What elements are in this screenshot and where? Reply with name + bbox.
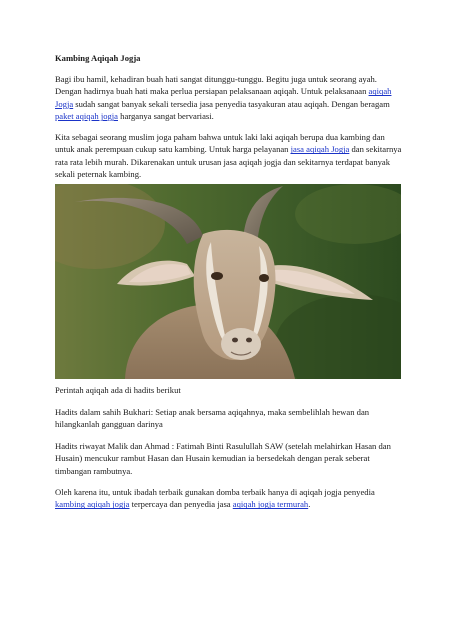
- document-title: Kambing Aqiqah Jogja: [55, 53, 141, 63]
- text-span: harganya sangat bervariasi.: [118, 111, 214, 122]
- paragraph-muslim: [55, 131, 405, 181]
- link-aqiqah-jogja-termurah[interactable]: aqiqah jogja termurah: [232, 499, 309, 510]
- link-jasa-aqiqah-jogja[interactable]: jasa aqiqah Jogja: [290, 144, 350, 155]
- text-span: Bagi ibu hamil, kehadiran buah hati sangat ditunggu-tunggu. Begitu juga untuk seorang ayah. Dengan hadirnya buah hati maka perlua persiapan pelaksanaan aqiqah. Untuk pelaksanaan: [55, 74, 377, 97]
- text-span: .: [308, 499, 311, 510]
- text-span: dan sekitarnya rata rata lebih murah. Dikarenakan untuk urusan jasa aqiqah jogja dan sekitarnya terdapat banyak sekali peternak kambing.: [55, 144, 402, 180]
- text-span: Oleh karena itu, untuk ibadah terbaik gunakan domba terbaik hanya di aqiqah jogja penyedia: [55, 487, 375, 497]
- text-span: sudah sangat banyak sekali tersedia jasa penyedia tasyakuran atau aqiqah. Dengan beragam: [73, 98, 390, 109]
- paragraph-hadits-bukhari: Hadits dalam sahih Bukhari: Setiap anak bersama aqiqahnya, maka sembelihlah hewan dan hilangkanlah gangguan darinya: [55, 407, 370, 430]
- link-kambing-aqiqah-jogja[interactable]: kambing aqiqah jogja: [55, 499, 130, 510]
- goat-photo: [55, 184, 401, 379]
- paragraph-intro: [55, 73, 405, 123]
- text-span: terpercaya dan penyedia jasa: [129, 499, 233, 510]
- text-span: Kita sebagai seorang muslim joga paham bahwa untuk laki laki aqiqah berupa dua kambing dan untuk anak perempuan cukup satu kambing. Untuk harga pelayanan: [55, 132, 385, 155]
- link-paket-aqiqah-jogja[interactable]: paket aqiqah jogja: [55, 111, 118, 122]
- paragraph-conclusion: [55, 486, 405, 511]
- paragraph-hadits-malik-ahmad: Hadits riwayat Malik dan Ahmad : Fatimah Binti Rasulullah SAW (setelah melahirkan Hasan dan Husain) mencukur rambut Hasan dan Husain kemudian ia bersedekah dengan perak seberat timbangan rambutnya.: [55, 441, 391, 476]
- paragraph-perintah: Perintah aqiqah ada di hadits berikut: [55, 385, 181, 395]
- link-aqiqah-jogja[interactable]: aqiqah Jogja: [55, 86, 392, 109]
